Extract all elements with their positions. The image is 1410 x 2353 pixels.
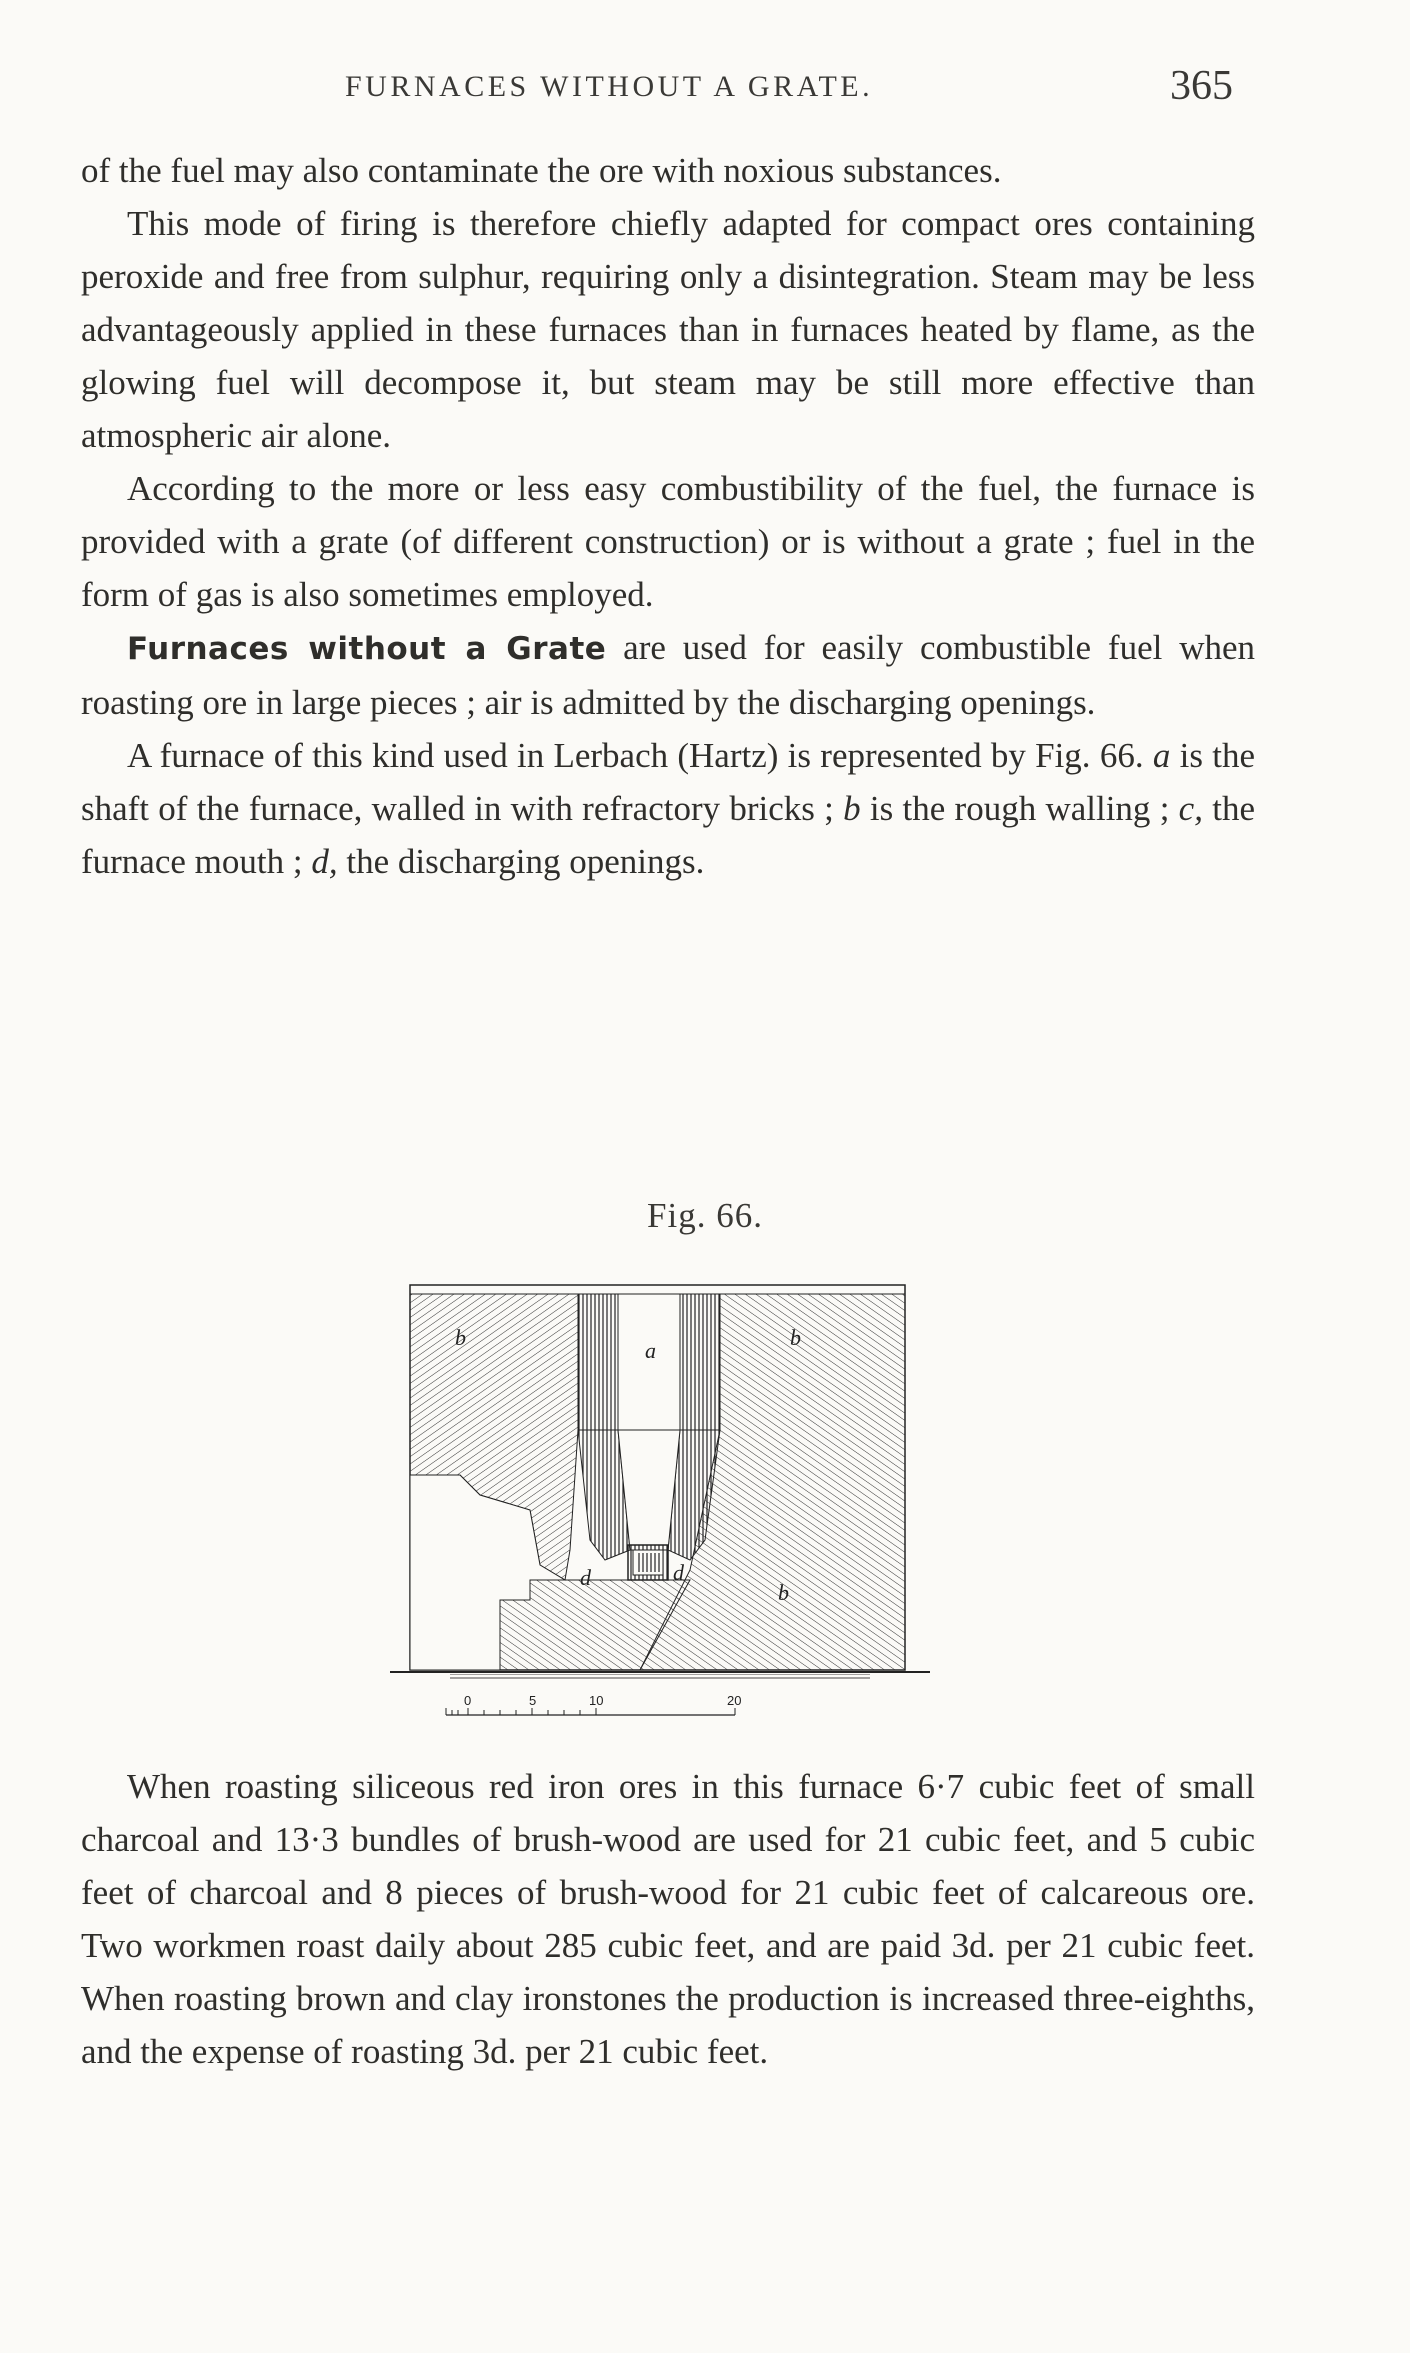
paragraph-4-text: are used for easily combustible fuel when roasting ore in large pieces ; air is admitted by the discharging openings. (81, 628, 1256, 722)
paragraph-5 (81, 729, 1255, 888)
running-head: FURNACES WITHOUT A GRATE. (345, 70, 874, 103)
label-b-left: b (455, 1325, 466, 1350)
scale-bar (446, 1693, 741, 1715)
italic-c: c, (1178, 789, 1203, 828)
label-b-right: b (790, 1325, 801, 1350)
furnace-diagram (390, 1280, 930, 1730)
page-header (0, 62, 1410, 112)
paragraph-1: of the fuel may also contaminate the ore with noxious substances. (81, 151, 1002, 190)
page-number: 365 (1170, 63, 1233, 109)
scale-label-20: 20 (727, 1693, 742, 1708)
scale-label-5: 5 (529, 1693, 537, 1708)
paragraph-3: According to the more or less easy combustibility of the fuel, the furnace is provided with a grate (of different construction) or is without a grate ; fuel in the form of gas is also sometimes employed. (81, 469, 1255, 614)
label-a: a (645, 1338, 656, 1363)
figure-66 (390, 1280, 930, 1730)
paragraph-5-text-e: the discharging openings. (337, 842, 705, 881)
paragraph-2: This mode of firing is therefore chiefly adapted for compact ores containing peroxide and free from sulphur, requiring only a disintegration. Steam may be less advantageously applied in these furnaces than in furnaces heated by flame, as the glowing fuel will decompose it, but steam may be still more effective than atmospheric air alone. (81, 204, 1255, 455)
right-lining (680, 1294, 720, 1430)
label-d-left: d (580, 1565, 591, 1590)
label-b-lower: b (778, 1580, 789, 1605)
paragraph-5-text-c: is the rough walling ; (860, 789, 1179, 828)
italic-b: b (843, 789, 861, 828)
scale-label-0: 0 (464, 1693, 472, 1708)
label-d-right: d (673, 1560, 684, 1585)
section-heading: Furnaces without a Grate (127, 631, 607, 667)
paragraph-5-text-a: A furnace of this kind used in Lerbach (Hartz) is represented by Fig. 66. (127, 736, 1153, 775)
paragraph-5-text-b: is the shaft of the furnace, walled in with refractory bricks ; (81, 736, 1255, 828)
left-lining (578, 1294, 618, 1430)
figure-caption: Fig. 66. (647, 1196, 763, 1235)
body-text-after-figure (81, 1760, 1255, 2078)
body-text (81, 144, 1255, 888)
scale-label-10: 10 (589, 1693, 604, 1708)
paragraph-4 (81, 621, 1255, 729)
italic-a: a (1152, 736, 1171, 775)
italic-d: d, (311, 842, 338, 881)
paragraph-6: When roasting siliceous red iron ores in this furnace 6·7 cubic feet of small charcoal and 13·3 bundles of brush-wood are used for 21 cubic feet, and 5 cubic feet of charcoal and 8 pieces of brush-wood for 21 cubic feet of calcareous ore. Two workmen roast daily about 285 cubic feet, and are paid 3d. per 21 cubic feet. When roasting brown and clay ironstones the production is increased three-eighths, and the expense of roasting 3d. per 21 cubic feet. (81, 1767, 1255, 2071)
paragraph-5-text-d: the furnace mouth ; (81, 789, 1255, 881)
